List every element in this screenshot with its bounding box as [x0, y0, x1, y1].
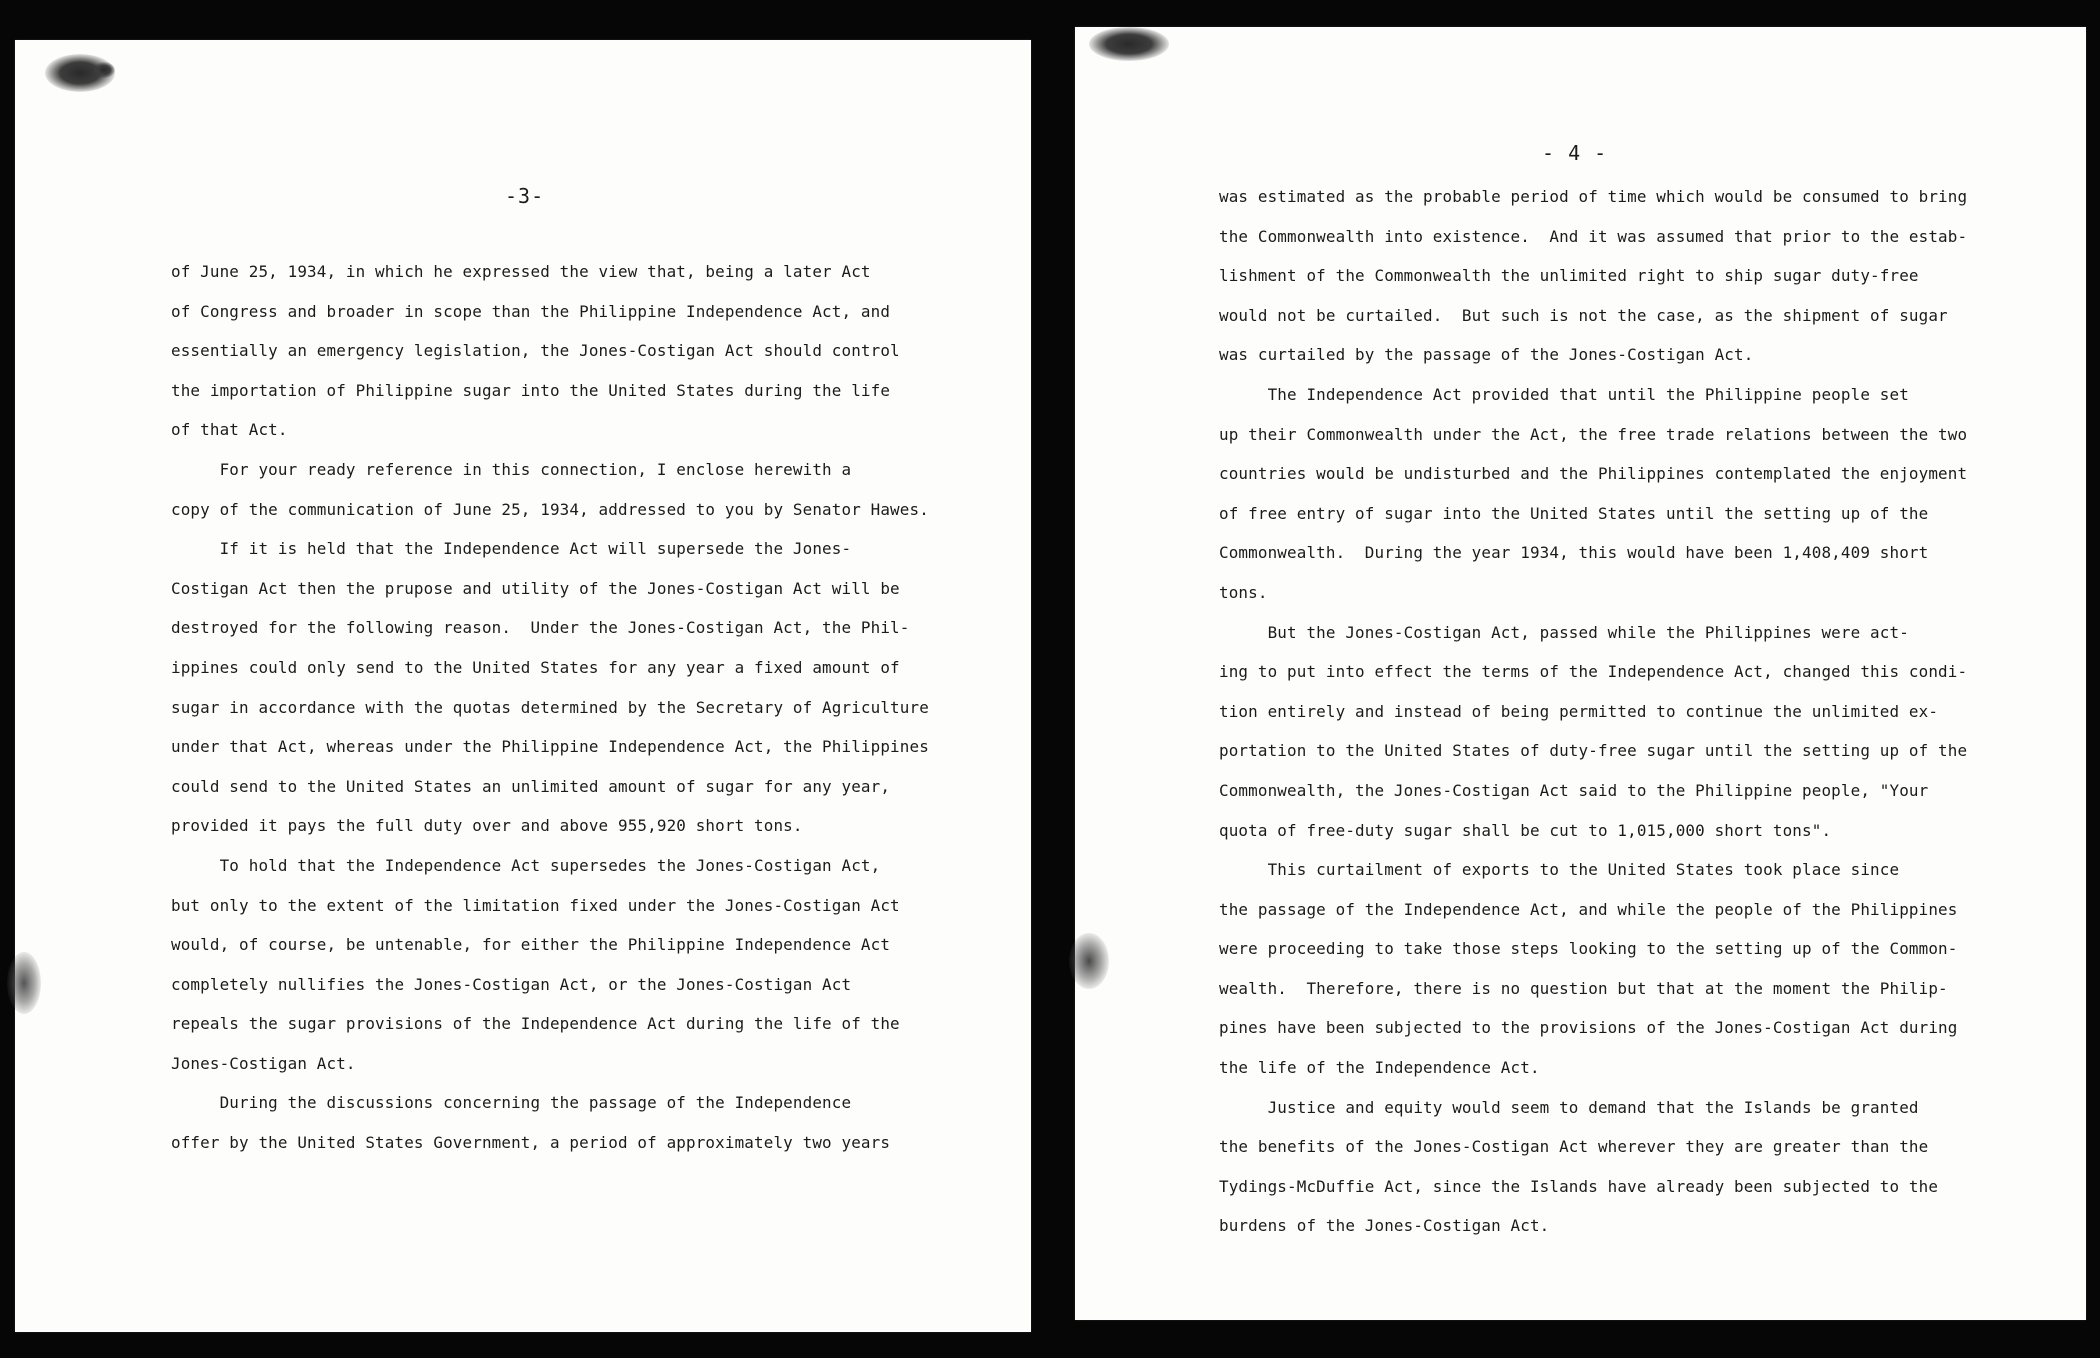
text-line: But the Jones-Costigan Act, passed while the Philippines were act-	[1219, 622, 1909, 642]
page-number: - 4 -	[1542, 141, 1608, 165]
paragraph	[1219, 1088, 1967, 1246]
text-line: copy of the communication of June 25, 1934, addressed to you by Senator Hawes.	[171, 499, 929, 519]
text-line: destroyed for the following reason. Under the Jones-Costigan Act, the Phil-	[171, 618, 910, 638]
text-line: the passage of the Independence Act, and while the people of the Philippines	[1219, 899, 1958, 919]
page-4	[1075, 27, 2086, 1320]
text-line: were proceeding to take those steps looking to the setting up of the Common-	[1219, 939, 1958, 959]
text-line: portation to the United States of duty-free sugar until the setting up of the	[1219, 741, 1968, 761]
text-line: was estimated as the probable period of time which would be consumed to bring	[1219, 187, 1968, 206]
text-line: Commonwealth, the Jones-Costigan Act said to the Philippine people, "Your	[1219, 780, 1929, 800]
text-line: completely nullifies the Jones-Costigan Act, or the Jones-Costigan Act	[171, 974, 852, 994]
text-line: up their Commonwealth under the Act, the free trade relations between the two	[1219, 424, 1968, 444]
paragraph	[1219, 850, 1967, 1088]
ink-smudge	[93, 62, 115, 78]
paragraph	[1219, 613, 1967, 851]
text-line: the benefits of the Jones-Costigan Act wherever they are greater than the	[1219, 1137, 1929, 1157]
text-line: lishment of the Commonwealth the unlimited right to ship sugar duty-free	[1219, 266, 1919, 286]
paragraph	[1219, 375, 1967, 613]
text-line: Jones-Costigan Act.	[171, 1053, 356, 1073]
text-line: of Congress and broader in scope than the Philippine Independence Act, and	[171, 301, 891, 321]
text-line: countries would be undisturbed and the Philippines contemplated the enjoyment	[1219, 464, 1968, 484]
text-line: would not be curtailed. But such is not the case, as the shipment of sugar	[1219, 305, 1948, 325]
text-line: For your ready reference in this connection, I enclose herewith a	[171, 459, 852, 479]
text-line: of June 25, 1934, in which he expressed the view that, being a later Act	[171, 262, 871, 281]
paragraph	[1219, 177, 1967, 375]
page-body	[1219, 177, 1967, 1246]
text-line: sugar in accordance with the quotas determined by the Secretary of Agriculture	[171, 697, 929, 717]
text-line: could send to the United States an unlimited amount of sugar for any year,	[171, 776, 891, 796]
text-line: but only to the extent of the limitation fixed under the Jones-Costigan Act	[171, 895, 900, 915]
text-line: the Commonwealth into existence. And it was assumed that prior to the estab-	[1219, 226, 1968, 246]
text-line: the life of the Independence Act.	[1219, 1058, 1540, 1078]
text-line: of free entry of sugar into the United States until the setting up of the	[1219, 503, 1929, 523]
text-line: tion entirely and instead of being permitted to continue the unlimited ex-	[1219, 701, 1939, 721]
paragraph	[171, 846, 929, 1084]
text-line: would, of course, be untenable, for either the Philippine Independence Act	[171, 935, 891, 955]
text-line: Justice and equity would seem to demand that the Islands be granted	[1219, 1097, 1919, 1117]
text-line: This curtailment of exports to the United States took place since	[1219, 860, 1900, 880]
text-line: Tydings-McDuffie Act, since the Islands have already been subjected to the	[1219, 1176, 1939, 1196]
scanner-smudge	[7, 952, 41, 1014]
text-line: quota of free-duty sugar shall be cut to 1,015,000 short tons".	[1219, 820, 1832, 840]
text-line: repeals the sugar provisions of the Independence Act during the life of the	[171, 1014, 900, 1034]
text-line: ippines could only send to the United States for any year a fixed amount of	[171, 657, 900, 677]
page-3	[15, 40, 1031, 1332]
text-line: Costigan Act then the prupose and utility of the Jones-Costigan Act will be	[171, 578, 900, 598]
text-line: burdens of the Jones-Costigan Act.	[1219, 1216, 1550, 1236]
text-line: pines have been subjected to the provisions of the Jones-Costigan Act during	[1219, 1018, 1958, 1038]
text-line: of that Act.	[171, 420, 288, 440]
text-line: To hold that the Independence Act supersedes the Jones-Costigan Act,	[171, 855, 881, 875]
text-line: Commonwealth. During the year 1934, this would have been 1,408,409 short	[1219, 543, 1929, 563]
text-line: was curtailed by the passage of the Jones-Costigan Act.	[1219, 345, 1754, 365]
text-line: The Independence Act provided that until the Philippine people set	[1219, 384, 1909, 404]
text-line: offer by the United States Government, a period of approximately two years	[171, 1133, 891, 1153]
text-line: During the discussions concerning the passage of the Independence	[171, 1093, 852, 1113]
text-line: the importation of Philippine sugar into the United States during the life	[171, 380, 891, 400]
text-line: ing to put into effect the terms of the Independence Act, changed this condi-	[1219, 662, 1968, 682]
text-line: under that Act, whereas under the Philippine Independence Act, the Philippines	[171, 737, 929, 757]
paragraph	[171, 450, 929, 529]
paragraph	[171, 529, 929, 846]
page-body	[171, 252, 929, 1163]
page-number: -3-	[505, 184, 545, 208]
text-line: wealth. Therefore, there is no question but that at the moment the Philip-	[1219, 978, 1948, 998]
paragraph	[171, 1083, 929, 1162]
scanner-smudge	[1069, 933, 1109, 989]
text-line: If it is held that the Independence Act will supersede the Jones-	[171, 539, 852, 559]
paragraph	[171, 252, 929, 450]
ink-smudge	[1089, 27, 1169, 61]
text-line: essentially an emergency legislation, the Jones-Costigan Act should control	[171, 341, 900, 361]
text-line: tons.	[1219, 582, 1268, 602]
text-line: provided it pays the full duty over and above 955,920 short tons.	[171, 816, 803, 836]
